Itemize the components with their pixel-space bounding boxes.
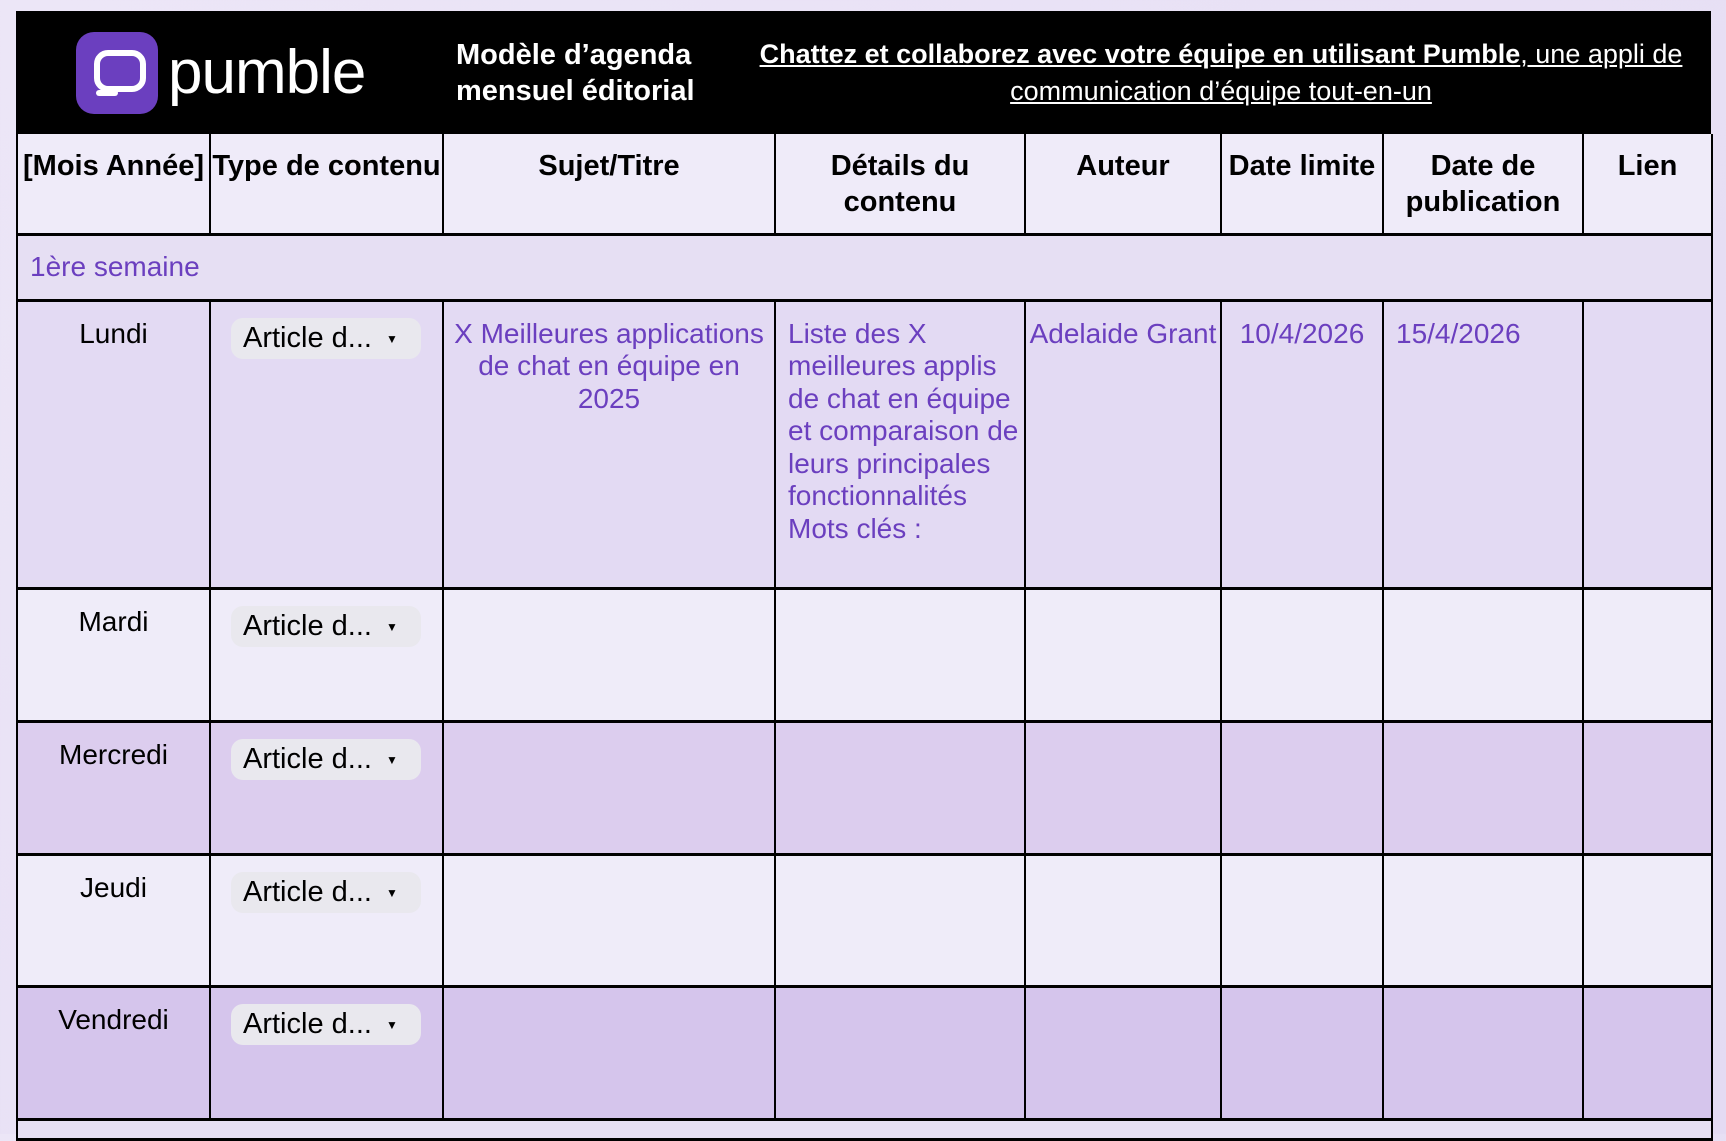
title-cell[interactable] [443,854,775,986]
type-cell [210,721,443,854]
type-cell [210,986,443,1119]
content-type-dropdown[interactable] [231,606,421,647]
col-link: Lien [1583,134,1712,234]
author-cell[interactable] [1025,854,1221,986]
caret-down-icon: ▼ [385,619,398,634]
next-row [17,1119,1712,1139]
page-title: Modèle d’agenda mensuel éditorial [456,38,695,107]
promo-text [746,36,1711,110]
caret-down-icon: ▼ [385,1017,398,1032]
publish-cell[interactable] [1383,588,1583,721]
col-author: Auteur [1025,134,1221,234]
details-cell[interactable] [775,588,1025,721]
day-cell[interactable]: Mercredi [17,721,210,854]
caret-down-icon: ▼ [385,885,398,900]
logo-text: pumble [168,38,366,107]
content-type-dropdown[interactable] [231,318,421,359]
pumble-logo[interactable] [76,32,456,114]
dropdown-value: Article d... [243,1007,372,1040]
deadline-cell[interactable] [1221,986,1383,1119]
details-cell[interactable] [775,721,1025,854]
col-details: Détails du contenu [775,134,1025,234]
link-cell[interactable] [1583,588,1712,721]
author-cell[interactable] [1025,986,1221,1119]
week-label[interactable]: 1ère semaine [17,234,1712,300]
promo-link[interactable] [760,39,1683,106]
title-cell[interactable] [443,986,775,1119]
deadline-cell[interactable] [1221,588,1383,721]
table-row [17,986,1712,1119]
link-cell[interactable] [1583,854,1712,986]
day-cell[interactable]: Jeudi [17,854,210,986]
publish-cell[interactable] [1383,986,1583,1119]
col-content-type: Type de contenu [210,134,443,234]
details-cell[interactable] [775,986,1025,1119]
type-cell [210,588,443,721]
table-row [17,300,1712,588]
col-title: Sujet/Titre [443,134,775,234]
content-type-dropdown[interactable] [231,739,421,780]
col-month-year: [Mois Année] [17,134,210,234]
publish-cell[interactable] [1383,854,1583,986]
day-cell[interactable]: Lundi [17,300,210,588]
calendar-table [16,134,1713,1141]
type-cell [210,300,443,588]
link-cell[interactable] [1583,721,1712,854]
promo-link-rest: , une appli de communication d’équipe tout-en-un [1010,38,1683,106]
title-cell[interactable] [443,588,775,721]
details-cell[interactable] [775,854,1025,986]
day-cell[interactable]: Vendredi [17,986,210,1119]
editorial-calendar [16,11,1711,1141]
caret-down-icon: ▼ [385,752,398,767]
content-type-dropdown[interactable] [231,872,421,913]
title-cell[interactable]: X Meilleures applications de chat en équipe en 2025 [443,300,775,588]
promo-link-bold: Chattez et collaborez avec votre équipe en utilisant Pumble [759,38,1521,69]
content-type-dropdown[interactable] [231,1004,421,1045]
type-cell [210,854,443,986]
week-row [17,234,1712,300]
col-publish-date: Date de publication [1383,134,1583,234]
link-cell[interactable] [1583,300,1712,588]
author-cell[interactable] [1025,588,1221,721]
author-cell[interactable]: Adelaide Grant [1025,300,1221,588]
author-cell[interactable] [1025,721,1221,854]
pumble-logo-icon [76,32,158,114]
table-row [17,588,1712,721]
deadline-cell[interactable] [1221,721,1383,854]
details-cell[interactable]: Liste des X meilleures applis de chat en équipe et comparaison de leurs principales fonctionnalités Mots clés : [775,300,1025,588]
title-cell[interactable] [443,721,775,854]
next-row-cell[interactable] [17,1119,1712,1139]
dropdown-value: Article d... [243,609,372,642]
caret-down-icon: ▼ [385,331,398,346]
day-cell[interactable]: Mardi [17,588,210,721]
dropdown-value: Article d... [243,742,372,775]
banner [16,11,1711,134]
link-cell[interactable] [1583,986,1712,1119]
table-row [17,854,1712,986]
header-row [17,134,1712,234]
col-deadline: Date limite [1221,134,1383,234]
deadline-cell[interactable]: 10/4/2026 [1221,300,1383,588]
dropdown-value: Article d... [243,321,372,354]
dropdown-value: Article d... [243,875,372,908]
publish-cell[interactable]: 15/4/2026 [1383,300,1583,588]
publish-cell[interactable] [1383,721,1583,854]
table-row [17,721,1712,854]
deadline-cell[interactable] [1221,854,1383,986]
